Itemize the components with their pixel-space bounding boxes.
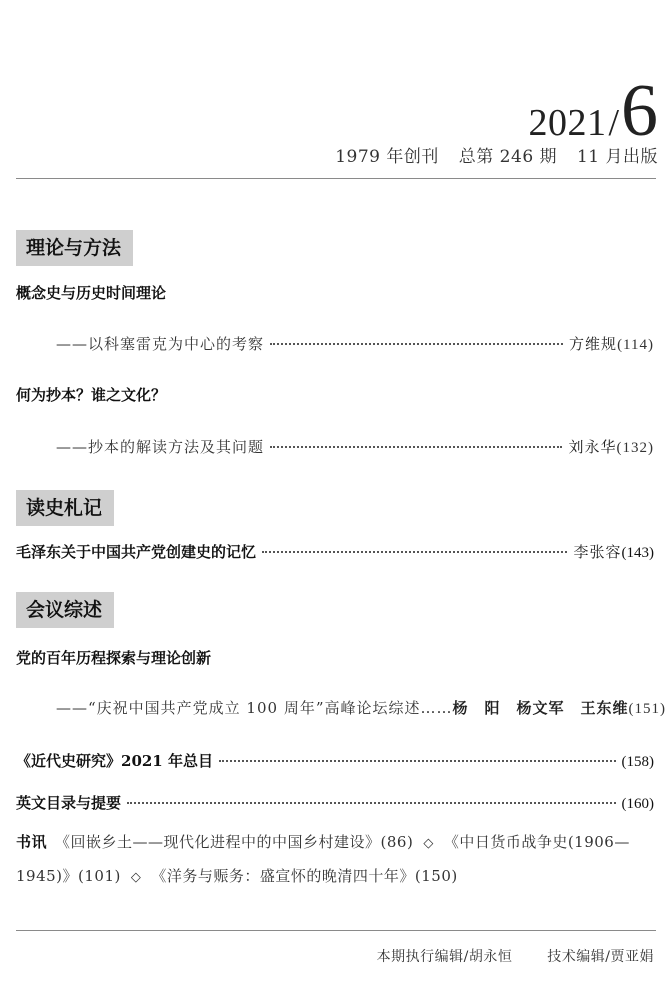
editors-line xyxy=(377,946,654,966)
article-row[interactable] xyxy=(16,750,654,771)
book-review-item[interactable]: 《回嵌乡土——现代化进程中的中国乡村建设》(86) xyxy=(55,833,414,851)
issue-year: 2021 xyxy=(528,102,607,144)
author: 方维规 xyxy=(569,335,618,353)
article-title[interactable] xyxy=(16,282,654,303)
executive-editor: 本期执行编辑/胡永恒 xyxy=(376,949,513,965)
title-text: 何为抄本？谁之文化？ xyxy=(16,386,167,404)
article-row[interactable] xyxy=(16,792,654,813)
issue-no: 6 xyxy=(621,70,658,152)
subtitle-text: ——“庆祝中国共产党成立 100 周年”高峰论坛综述…… xyxy=(56,699,453,717)
technical-editor: 技术编辑/贾亚娟 xyxy=(547,949,654,965)
section-conference: 会议综述 xyxy=(16,592,114,628)
issue-slash: / xyxy=(608,102,619,144)
section-notes: 读史札记 xyxy=(16,490,114,526)
article-title[interactable] xyxy=(16,384,654,405)
book-reviews-label: 书讯 xyxy=(16,833,48,851)
subtitle-text: ——抄本的解读方法及其问题 xyxy=(56,438,265,456)
dot-leader xyxy=(270,343,563,345)
dot-leader xyxy=(219,760,616,762)
issue-number xyxy=(528,70,658,152)
dot-leader xyxy=(270,446,562,448)
page-number: (114) xyxy=(617,337,654,353)
founded-year: 1979 年创刊 xyxy=(335,147,439,167)
page-number: (151) xyxy=(628,701,667,717)
subtitle-text: ——以科塞雷克为中心的考察 xyxy=(56,335,265,353)
publication-info xyxy=(335,142,658,167)
publish-month: 11 月出版 xyxy=(576,147,658,167)
article-subtitle-row[interactable] xyxy=(16,333,654,354)
page-number: (158) xyxy=(621,754,654,770)
title-text: 毛泽东关于中国共产党创建史的记忆 xyxy=(16,543,257,561)
article-row[interactable] xyxy=(16,541,654,562)
title-text: 党的百年历程探索与理论创新 xyxy=(16,649,212,667)
author: 李张容 xyxy=(573,543,622,561)
bottom-divider xyxy=(16,930,656,931)
top-divider xyxy=(16,178,656,179)
article-subtitle-row[interactable] xyxy=(16,697,667,718)
total-issue: 总第 246 期 xyxy=(458,147,558,167)
book-reviews xyxy=(16,826,654,894)
dot-leader xyxy=(127,802,615,804)
author: 刘永华 xyxy=(568,438,617,456)
title-text: 英文目录与提要 xyxy=(16,794,122,812)
article-subtitle-row[interactable] xyxy=(16,436,654,457)
title-text: 《近代史研究》2021 年总目 xyxy=(16,752,213,770)
section-theory: 理论与方法 xyxy=(16,230,133,266)
dot-leader xyxy=(262,551,567,553)
book-review-item[interactable]: ◇ 《中日货币战争史(1906—1945)》(101) xyxy=(16,833,630,885)
title-text: 概念史与历史时间理论 xyxy=(16,284,167,302)
book-review-item[interactable]: ◇ 《洋务与赈务：盛宣怀的晚清四十年》(150) xyxy=(121,867,458,885)
page-number: (160) xyxy=(621,796,654,812)
author: 杨 阳 杨文军 王东维 xyxy=(452,699,629,717)
page-number: (132) xyxy=(616,440,654,456)
article-title[interactable] xyxy=(16,647,654,668)
page-number: (143) xyxy=(621,545,654,561)
